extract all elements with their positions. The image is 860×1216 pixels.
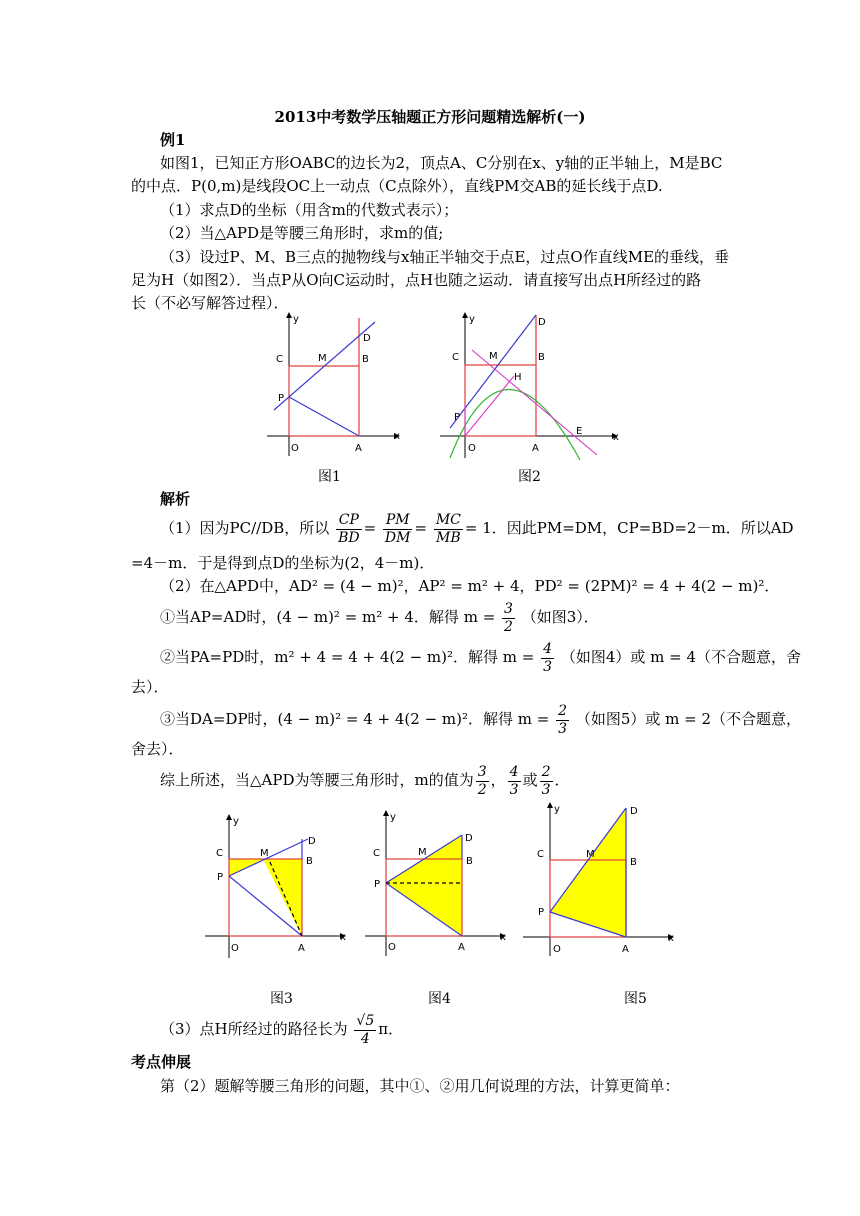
figure-1-caption: 图1 <box>318 469 341 485</box>
solution-1-line-2: =4－m．于是得到点D的坐标为(2，4－m)． <box>131 554 435 572</box>
perpendicular-oh <box>465 376 514 436</box>
svg-text:P: P <box>278 393 285 404</box>
fraction-cp-bd: $\frac{CP}{BD}$ <box>338 511 360 546</box>
svg-text:P: P <box>454 412 461 423</box>
figure-5-diagram <box>518 800 678 960</box>
case-3: ③当DA=DP时，(4 − m)² = 4 + 4(2 − m)²．解得 m = $\frac{2}{3}$ （如图5）或 m = 2（不合题意， <box>160 702 802 737</box>
svg-text:y: y <box>390 812 396 823</box>
svg-text:y: y <box>293 314 299 325</box>
question-3-line-3: 长（不必写解答过程）． <box>131 294 289 312</box>
svg-text:H: H <box>514 372 522 383</box>
svg-text:D: D <box>538 317 546 328</box>
question-3-line-2: 足为H（如图2）．当点P从O向C运动时，点H也随之运动．请直接写出点H所经过的路 <box>131 271 702 289</box>
svg-text:M: M <box>418 847 427 858</box>
svg-text:C: C <box>452 352 459 363</box>
case-3-cont: 舍去）． <box>131 740 184 758</box>
svg-text:O: O <box>553 944 561 955</box>
case-2: ②当PA=PD时，m² + 4 = 4 + 4(2 − m)²．解得 m = $\frac{4}{3}$ （如图4）或 m = 4（不合题意，舍 <box>160 640 802 675</box>
svg-text:x: x <box>500 932 506 943</box>
figure-1-diagram <box>262 310 402 458</box>
svg-text:M: M <box>260 848 269 859</box>
figure-4-caption: 图4 <box>428 991 451 1007</box>
question-3-line-1: （3）设过P、M、B三点的抛物线与x轴正半轴交于点E，过点O作直线ME的垂线，垂 <box>160 248 730 266</box>
svg-text:P: P <box>538 907 545 918</box>
svg-text:y: y <box>554 804 560 815</box>
solution-2-intro: （2）在△APD中，AD² = (4 − m)²，AP² = m² + 4，PD² = (2PM)² = 4 + 4(2 − m)²． <box>160 577 780 595</box>
svg-text:M: M <box>586 849 595 860</box>
problem-line-2: 的中点．P(0,m)是线段OC上一动点（C点除外），直线PM交AB的延长线于点D. <box>131 177 663 195</box>
svg-text:x: x <box>394 431 400 442</box>
svg-text:y: y <box>233 816 239 827</box>
svg-text:O: O <box>231 943 239 954</box>
svg-text:D: D <box>363 333 371 344</box>
svg-text:A: A <box>355 443 362 454</box>
case-1: ①当AP=AD时，(4 − m)² = m² + 4．解得 m = $\frac{3}{2}$ （如图3）． <box>160 600 599 635</box>
svg-text:A: A <box>298 943 305 954</box>
figure-3-caption: 图3 <box>270 991 293 1007</box>
segment-pa <box>289 397 359 436</box>
svg-text:P: P <box>374 879 381 890</box>
svg-text:x: x <box>340 932 346 943</box>
line-me <box>472 350 597 455</box>
summary-line: 综上所述，当△APD为等腰三角形时，m的值为 $\frac{3}{2}$ ， $\frac{4}{3}$ 或 $\frac{2}{3}$ ． <box>160 763 570 798</box>
extension-text: 第（2）题解等腰三角形的问题，其中①、②用几何说理的方法，计算更简单： <box>160 1077 680 1095</box>
svg-text:P: P <box>217 872 224 883</box>
svg-text:y: y <box>469 314 475 325</box>
svg-text:D: D <box>630 806 638 817</box>
figure-5-caption: 图5 <box>624 991 647 1007</box>
figure-2-caption: 图2 <box>518 469 541 485</box>
svg-text:A: A <box>622 944 629 955</box>
solution-3: （3）点H所经过的路径长为 $\frac{√5}{4}$ π． <box>160 1012 404 1047</box>
svg-text:B: B <box>538 352 545 363</box>
svg-text:M: M <box>318 353 327 364</box>
fraction-mc-mb: $\frac{MC}{MB}$ <box>435 511 461 546</box>
problem-line-1: 如图1，已知正方形OABC的边长为2，顶点A、C分别在x、y轴的正半轴上，M是BC <box>160 154 723 172</box>
figure-3-diagram <box>200 812 350 960</box>
svg-text:B: B <box>630 857 637 868</box>
svg-text:A: A <box>458 942 465 953</box>
extension-heading: 考点伸展 <box>131 1053 192 1071</box>
svg-text:A: A <box>532 443 539 454</box>
solution-heading: 解析 <box>160 490 191 508</box>
svg-text:C: C <box>537 849 544 860</box>
svg-text:M: M <box>489 351 498 362</box>
svg-text:B: B <box>306 856 313 867</box>
svg-text:C: C <box>216 848 223 859</box>
svg-text:D: D <box>308 836 316 847</box>
svg-text:O: O <box>291 443 299 454</box>
question-1: （1）求点D的坐标（用含m的代数式表示）； <box>160 201 459 219</box>
svg-text:C: C <box>373 848 380 859</box>
figure-2-diagram <box>432 310 622 460</box>
question-2: （2）当△APD是等腰三角形时，求m的值; <box>160 224 444 242</box>
solution-1-line-1: （1）因为PC//DB，所以 $\frac{CP}{BD}$ = $\frac{PM}{DM}$ = $\frac{MC}{MB}$ = 1．因此PM=DM，CP=BD=2－m．所以AD <box>160 511 794 546</box>
svg-text:O: O <box>468 443 476 454</box>
case-2-cont: 去）． <box>131 678 169 696</box>
svg-text:B: B <box>362 354 369 365</box>
fraction-pm-dm: $\frac{PM}{DM}$ <box>384 511 411 546</box>
figure-4-diagram <box>360 808 510 958</box>
svg-text:E: E <box>576 426 583 437</box>
svg-text:x: x <box>668 933 674 944</box>
svg-text:B: B <box>466 856 473 867</box>
svg-text:O: O <box>388 942 396 953</box>
example-heading: 例1 <box>160 131 186 149</box>
svg-text:x: x <box>613 432 619 443</box>
svg-text:D: D <box>465 833 473 844</box>
square-oabc <box>289 366 359 436</box>
page-title: 2013中考数学压轴题正方形问题精选解析(一) <box>274 108 586 126</box>
svg-text:C: C <box>276 354 283 365</box>
